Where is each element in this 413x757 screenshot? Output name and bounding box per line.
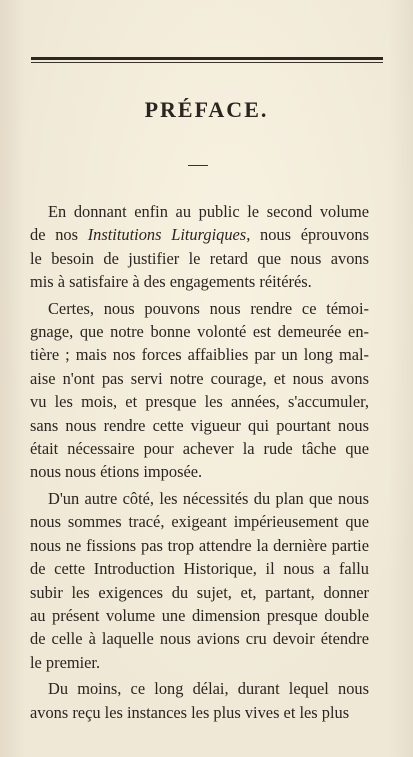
text-segment: gnage, que notre bonne volonté est demeurée en- [30,322,369,342]
italic-title: Institutions Liturgiques [87,225,247,245]
text-segment: de cette Introduction Historique, il nous a fallu [30,559,369,579]
text-segment: D'un autre côté, les nécessités du plan que nous [48,488,369,508]
text-segment: nous nous étions imposée. [30,462,203,482]
text-line [30,437,369,460]
text-line [30,677,369,700]
text-segment: Du moins, ce long délai, durant lequel nous [48,679,369,699]
text-line [30,510,369,533]
text-line [30,367,369,390]
text-segment: au présent volume une dimension presque double [30,605,369,625]
text-line [30,200,369,223]
text-segment: aise n'ont pas servi notre courage, et nous avons [30,368,369,388]
text-line [30,701,369,724]
text-segment: de nos [30,225,88,245]
text-line [30,414,369,437]
text-segment: sans nous rendre cette vigueur qui pourtant nous [30,415,369,435]
paragraph [30,200,369,294]
text-segment: le premier. [30,652,101,672]
text-segment: tière ; mais nos forces affaiblies par un long mal- [30,345,369,365]
text-line [30,557,369,580]
text-segment: subir les exigences du sujet, et, partant, donner [30,582,369,602]
preface-body [30,200,369,724]
text-segment: le besoin de justifier le retard que nous avons [30,248,369,268]
text-line [30,534,369,557]
text-line [30,343,369,366]
text-segment: nous ne fissions pas trop attendre la dernière partie [30,535,369,555]
header-rule-thin [31,62,383,63]
text-line [30,651,369,674]
text-segment: mis à satisfaire à des engagements réitérés. [30,272,312,292]
text-line [30,487,369,510]
paragraph [30,487,369,674]
text-line [30,460,369,483]
paragraph [30,297,369,484]
text-segment: était nécessaire pour achever la rude tâche que [30,439,369,459]
text-segment: avons reçu les instances les plus vives et les plus [30,702,350,722]
header-rule-thick [31,57,383,60]
text-segment: nous sommes tracé, exigeant impérieusement que [30,512,369,532]
text-segment: En donnant enfin au public le second volume [48,202,369,221]
paragraph [30,677,369,724]
text-line [30,627,369,650]
text-segment: Certes, nous pouvons nous rendre ce témoi- [48,298,369,318]
text-line [30,247,369,270]
text-line [30,270,369,293]
page-title: PRÉFACE. [144,97,269,122]
text-segment: de celle à laquelle nous avions cru devoir étendre [30,629,369,649]
text-line [30,390,369,413]
text-line [30,297,369,320]
text-line [30,604,369,627]
text-line [30,581,369,604]
text-line [30,223,369,246]
title-separator-rule [188,165,208,166]
text-segment: vu les mois, et presque les années, s'accumuler, [30,392,369,412]
text-line [30,320,369,343]
text-segment: , nous éprouvons [246,225,369,245]
